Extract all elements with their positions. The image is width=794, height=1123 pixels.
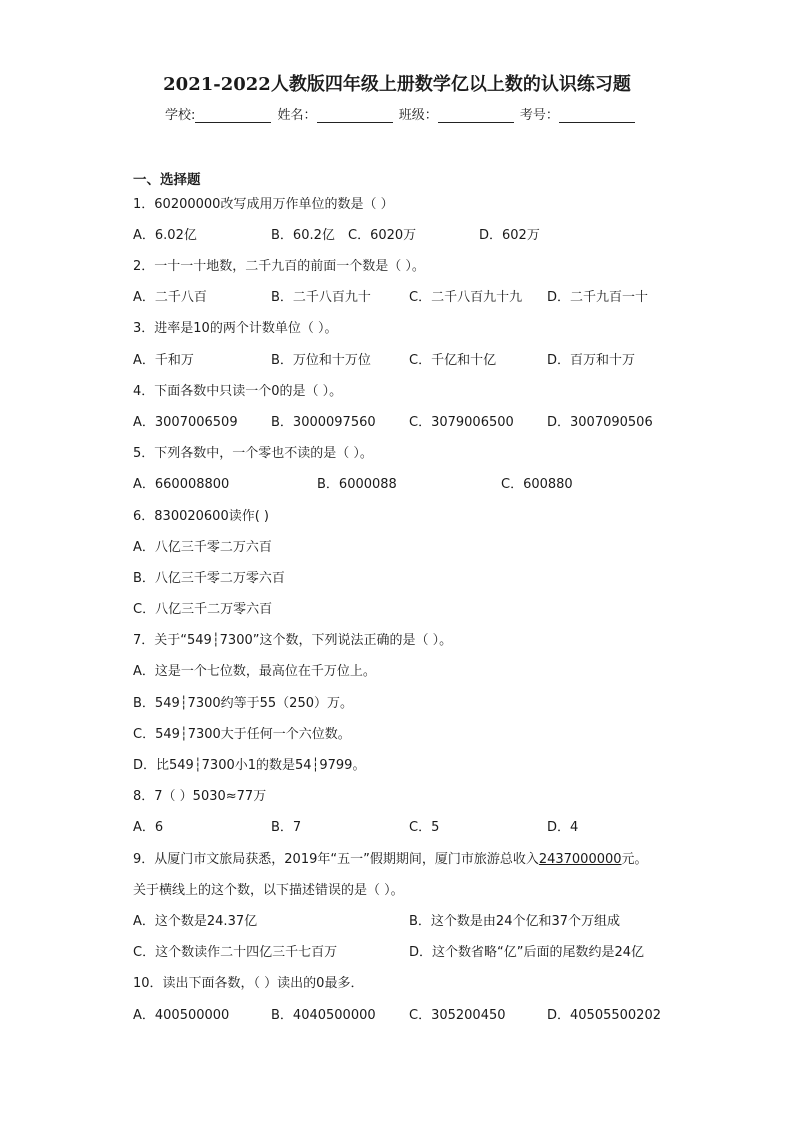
option-d: D．4 [547,820,579,835]
option-c: C．3079006500 [409,415,514,430]
question-2-stem: 2．一十一十地数，二千九百的前面一个数是（ ）。 [133,259,425,274]
option-a: A．千和万 [133,353,194,368]
exam-number-blank [559,108,635,123]
question-6-option-b: B．八亿三千零二万零六百 [133,571,285,586]
question-7-stem: 7．关于“549┆7300”这个数，下列说法正确的是（ ）。 [133,633,453,648]
option-c: C．这个数读作二十四亿三千七百万 [133,945,338,960]
option-c: C．600880 [501,477,573,492]
option-a: A．3007006509 [133,415,238,430]
question-1-stem: 1．60200000改写成用万作单位的数是（ ） [133,197,394,212]
page-title: 2021-2022人教版四年级上册数学亿以上数的认识练习题 [163,74,631,95]
exam-number-label: 考号： [519,108,559,123]
option-b: B．7 [271,820,302,835]
option-a: A．这个数是24.37亿 [133,914,258,929]
option-b: B．这个数是由24个亿和37个万组成 [409,914,621,929]
section-heading: 一、选择题 [133,172,201,188]
option-d: D．百万和十万 [547,353,636,368]
question-3-stem: 3．进率是10的两个计数单位（ ）。 [133,321,338,336]
option-c: C．5 [409,820,440,835]
school-label: 学校: [165,108,196,123]
option-d: D．3007090506 [547,415,653,430]
option-b: B．万位和十万位 [271,353,371,368]
option-c: C．6020万 [348,228,417,243]
option-a: A．二千八百 [133,290,207,305]
option-d: D．40505500202 [547,1008,661,1023]
name-blank [317,108,393,123]
student-info-row [165,104,637,123]
question-6-stem: 6．830020600读作( ) [133,509,269,524]
question-9-stem-end: 元。 [621,852,648,867]
option-d: D．这个数省略“亿”后面的尾数约是24亿 [409,945,645,960]
option-b: B．4040500000 [271,1008,376,1023]
question-7-option-a: A．这是一个七位数，最高位在千万位上。 [133,664,376,679]
option-b: B．二千八百九十 [271,290,371,305]
option-a: A．400500000 [133,1008,230,1023]
option-a: A．6.02亿 [133,228,197,243]
question-7-option-b: B．549┆7300约等于55（250）万。 [133,696,353,711]
option-d: D．二千九百一十 [547,290,649,305]
underlined-number: 2437000000 [538,852,622,867]
name-label: 姓名： [277,108,317,123]
option-d: D．602万 [479,228,540,243]
question-4-stem: 4．下面各数中只读一个0的是（ ）。 [133,384,343,399]
option-c: C．二千八百九十九 [409,290,523,305]
question-9-stem-text: 9．从厦门市文旅局获悉，2019年“五一”假期期间，厦门市旅游总收入 [133,852,539,867]
option-a: A．6 [133,820,164,835]
question-6-option-a: A．八亿三千零二万六百 [133,540,272,555]
question-10-stem: 10．读出下面各数，（ ）读出的0最多． [133,976,364,991]
question-9-stem [133,848,648,867]
option-a: A．660008800 [133,477,230,492]
option-b: B．3000097560 [271,415,376,430]
option-b: B．6000088 [317,477,397,492]
school-blank [195,108,271,123]
option-b: B．60.2亿 [271,228,335,243]
class-blank [438,108,514,123]
option-c: C．305200450 [409,1008,506,1023]
class-label: 班级： [398,108,438,123]
question-8-stem: 8．7（ ）5030≈77万 [133,789,267,804]
question-7-option-d: D．比549┆7300小1的数是54┆9799。 [133,758,366,773]
question-5-stem: 5．下列各数中，一个零也不读的是（ ）。 [133,446,373,461]
option-c: C．千亿和十亿 [409,353,497,368]
question-6-option-c: C．八亿三千二万零六百 [133,602,273,617]
question-9-stem-2: 关于横线上的这个数，以下描述错误的是（ ）。 [133,883,404,898]
question-7-option-c: C．549┆7300大于任何一个六位数。 [133,727,351,742]
